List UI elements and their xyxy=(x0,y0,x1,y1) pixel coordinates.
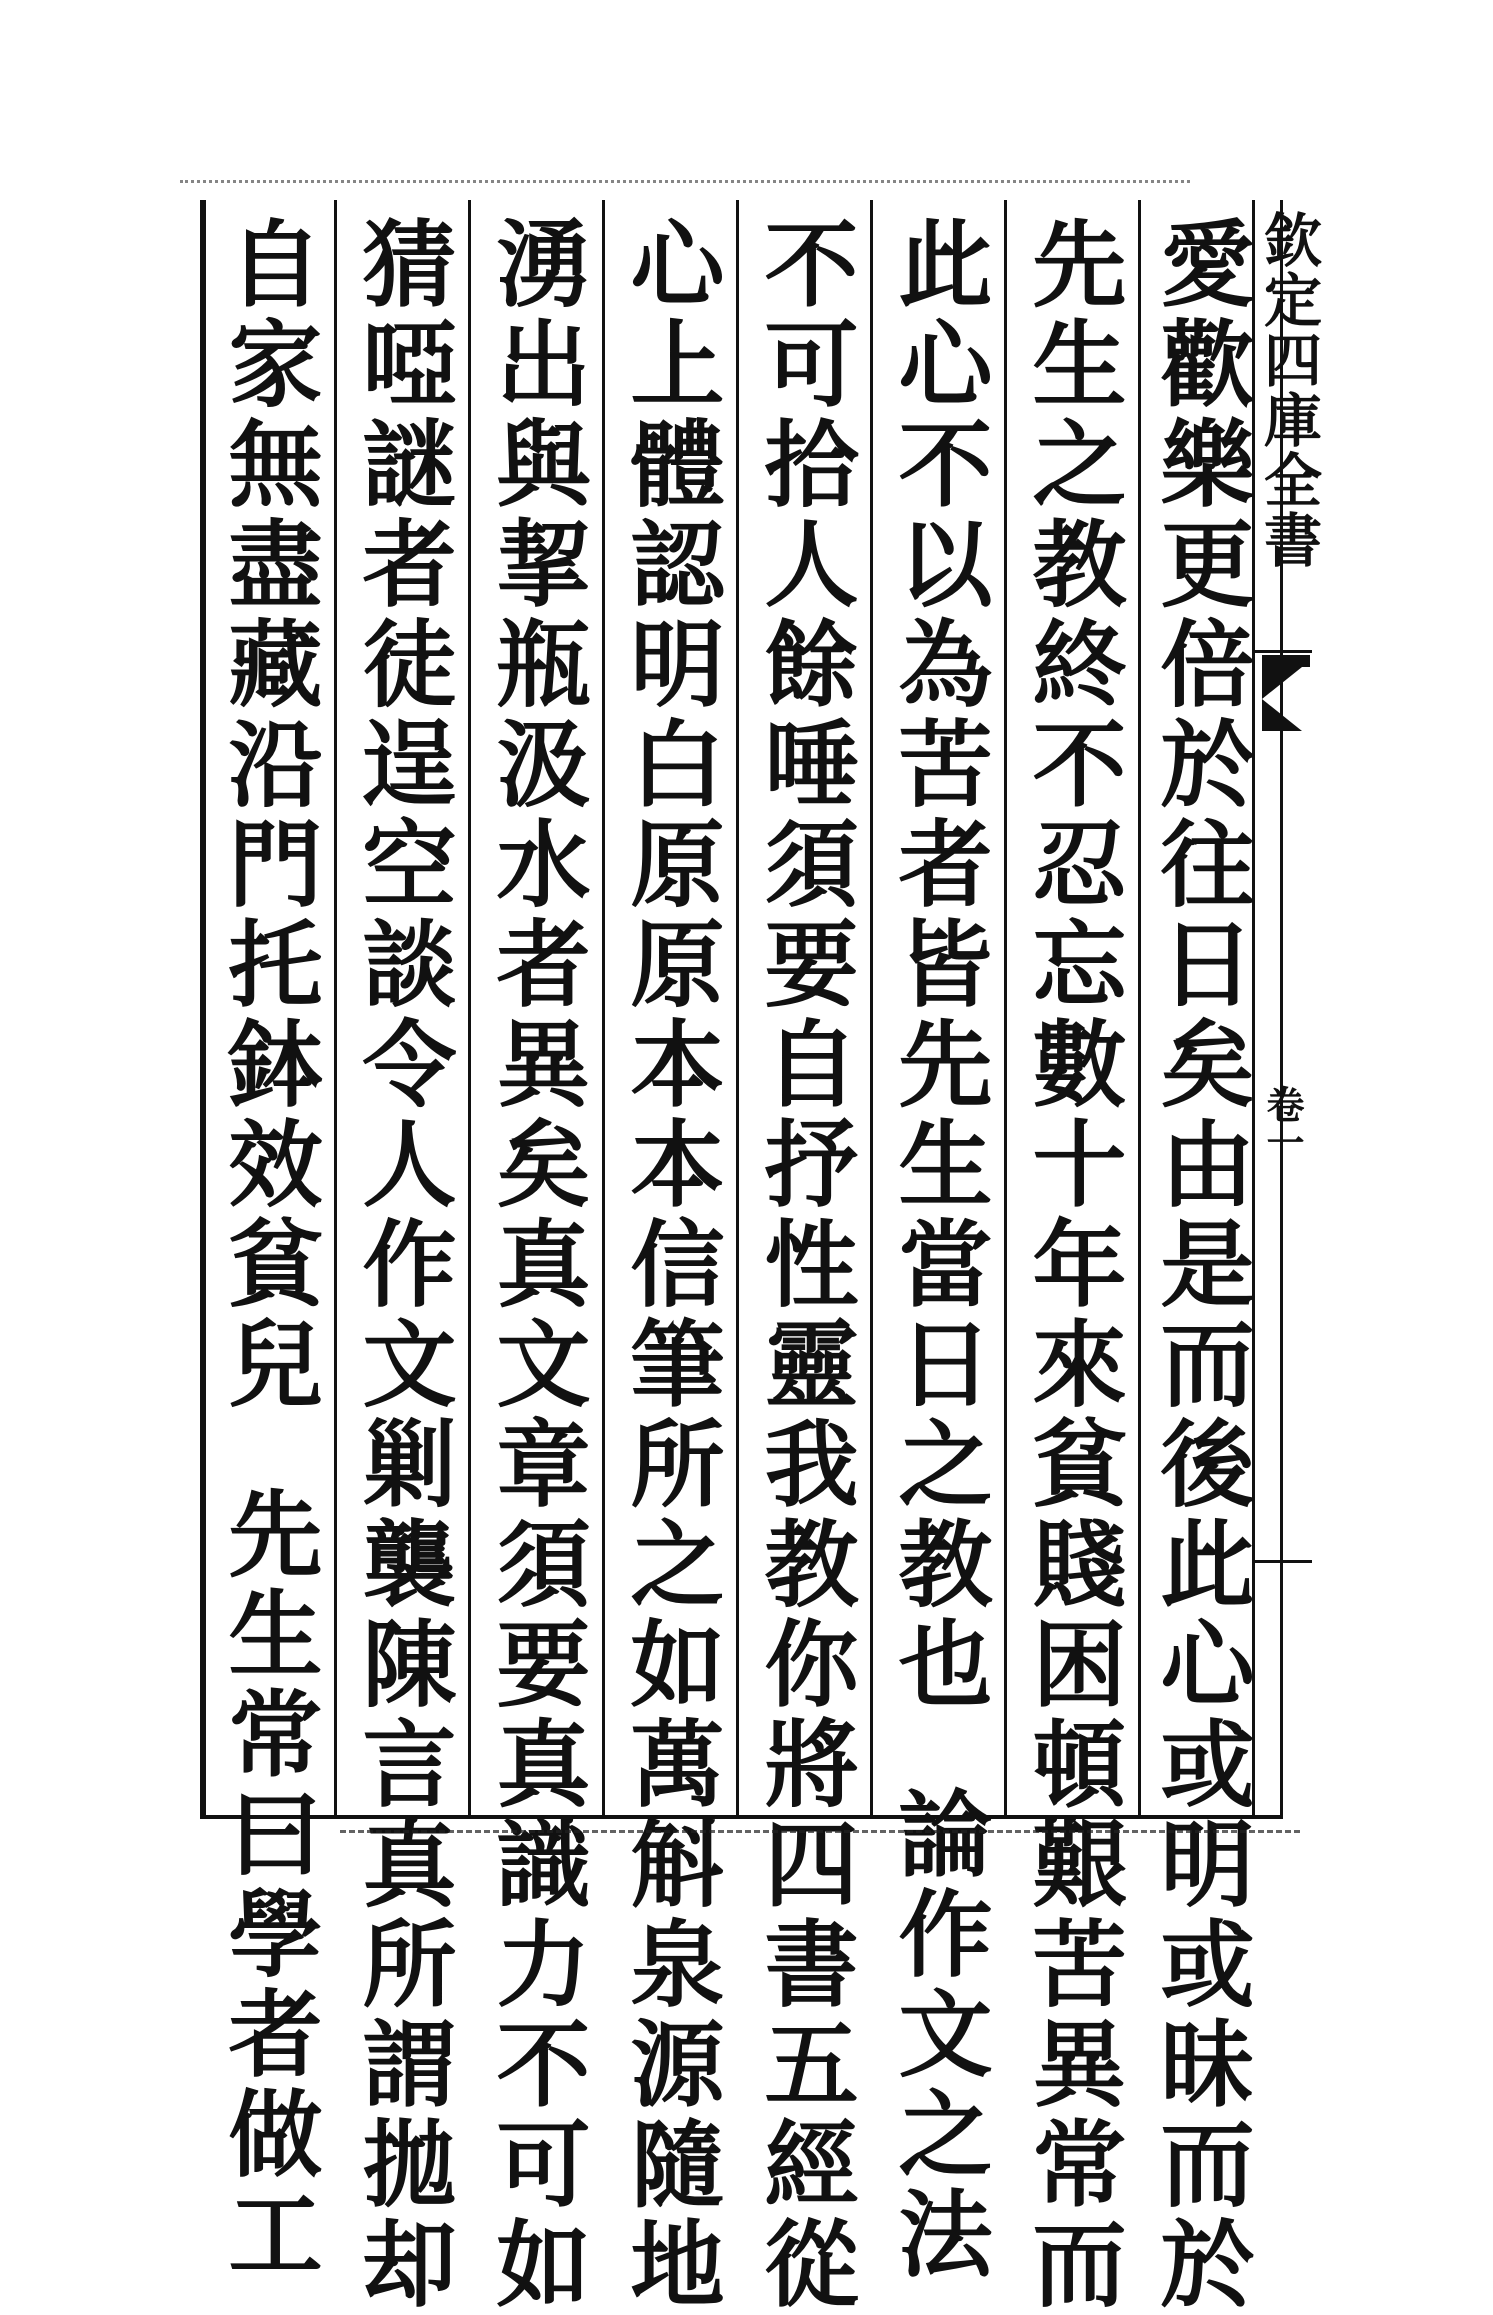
top-scan-rule xyxy=(180,180,1190,183)
column-text: 猜啞謎者徒逞空談令人作文剿襲陳言真所謂拋却 xyxy=(346,215,456,2315)
margin-strip xyxy=(1252,200,1322,1815)
column-text: 自家無盡藏沿門托鉢效貧兒 xyxy=(212,215,322,1415)
text-column-3 xyxy=(877,215,997,2285)
column-text: 不可拾人餘唾須要自抒性靈我教你將四書五經從 xyxy=(748,215,858,2315)
text-column-7 xyxy=(341,215,461,2315)
column-divider xyxy=(736,200,739,1815)
column-divider xyxy=(602,200,605,1815)
column-text: 先生之教終不忍忘數十年來貧賤困頓艱苦異常而 xyxy=(1016,215,1126,2315)
fishtail-mark xyxy=(1262,655,1310,667)
bottom-scan-rule xyxy=(340,1830,1300,1833)
column-text-heading: 論作文之法 xyxy=(882,1785,992,2285)
column-divider xyxy=(1004,200,1007,1815)
column-text: 先生常曰學者做工 xyxy=(212,1485,322,2285)
text-column-1 xyxy=(1139,215,1259,2315)
column-text: 愛歡樂更倍於往日矣由是而後此心或明或昧而於 xyxy=(1144,215,1254,2315)
margin-rule xyxy=(1252,650,1312,653)
margin-rule xyxy=(1252,1560,1312,1563)
volume-label: 卷一 xyxy=(1260,1085,1305,1161)
text-column-5 xyxy=(609,215,729,2315)
column-text: 心上體認明白原原本本信筆所之如萬斛泉源隨地 xyxy=(614,215,724,2315)
text-column-8 xyxy=(207,215,327,2285)
column-divider xyxy=(870,200,873,1815)
fishtail-icon xyxy=(1262,667,1302,731)
column-text: 湧出與挈瓶汲水者異矣真文章須要真識力不可如 xyxy=(480,215,590,2315)
text-column-2 xyxy=(1011,215,1131,2315)
text-column-6 xyxy=(475,215,595,2315)
column-divider xyxy=(334,200,337,1815)
column-divider xyxy=(468,200,471,1815)
column-text: 此心不以為苦者皆先生當日之教也 xyxy=(882,215,992,1715)
text-column-4 xyxy=(743,215,863,2315)
library-title: 欽定四庫全書 xyxy=(1254,210,1322,570)
